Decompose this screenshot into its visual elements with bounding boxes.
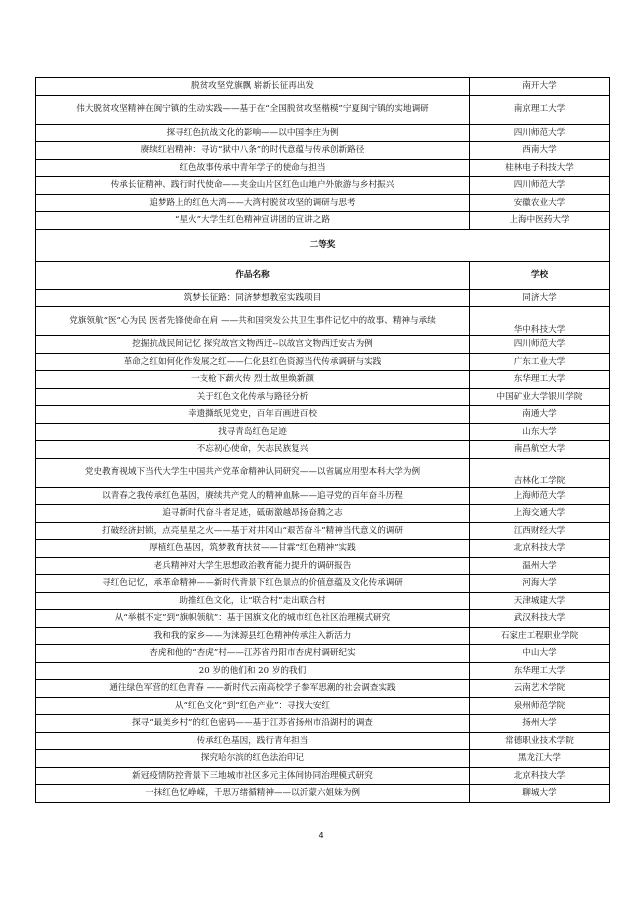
work-title: 杏虎和他的“杏虎”村——江苏省丹阳市杏虎村调研纪实 <box>36 645 470 663</box>
table-row <box>36 194 610 212</box>
table-row <box>36 142 610 160</box>
work-title: 我和我的家乡——为涞源县红色精神传承注入新活力 <box>36 627 470 645</box>
school-name: 泉州师范学院 <box>470 697 610 715</box>
table-row <box>36 732 610 750</box>
table-row <box>36 353 610 371</box>
school-name: 江西财经大学 <box>470 522 610 540</box>
work-title: 老兵精神对大学生思想政治教育能力提升的调研报告 <box>36 557 470 575</box>
column-header-school: 学校 <box>470 261 610 289</box>
work-title: 追寻新时代奋斗者足迹，砥砺激越昂扬奋腾之志 <box>36 505 470 523</box>
table-row <box>36 505 610 523</box>
work-title: 探寻“最美乡村”的红色密码——基于江苏省扬州市沿湖村的调查 <box>36 715 470 733</box>
school-name: 武汉科技大学 <box>470 610 610 628</box>
school-name: 上海交通大学 <box>470 505 610 523</box>
school-name: 四川师范大学 <box>470 336 610 354</box>
work-title: “星火”大学生红色精神宣讲团的宣讲之路 <box>36 212 470 230</box>
page-number: 4 <box>318 831 324 840</box>
table-row <box>36 715 610 733</box>
school-name: 南开大学 <box>470 78 610 96</box>
table-row <box>36 662 610 680</box>
school-name: 中国矿业大学银川学院 <box>470 388 610 406</box>
school-name: 华中科技大学 <box>470 307 610 336</box>
work-title: 传承红色基因，践行青年担当 <box>36 732 470 750</box>
school-name: 山东大学 <box>470 423 610 441</box>
table-row <box>36 487 610 505</box>
table-row <box>36 540 610 558</box>
work-title: 脱贫攻坚党旗飘 崭新长征再出发 <box>36 78 470 96</box>
column-header-work: 作品名称 <box>36 261 470 289</box>
work-title: 挖掘抗战民间记忆 探究故宫文物西迁--以故宫文物西迁安古为例 <box>36 336 470 354</box>
table-row <box>36 388 610 406</box>
school-name: 四川师范大学 <box>470 124 610 142</box>
work-title: 探究哈尔滨的红色法治印记 <box>36 750 470 768</box>
school-name: 上海师范大学 <box>470 487 610 505</box>
school-name: 温州大学 <box>470 557 610 575</box>
table-row <box>36 680 610 698</box>
work-title: 从“举棋不定”到“旗帜领航”：基于国旗文化的城市红色社区治理模式研究 <box>36 610 470 628</box>
table-row <box>36 767 610 785</box>
work-title: 党史教育视域下当代大学生中国共产党革命精神认同研究——以省属应用型本科大学为例 <box>36 458 470 487</box>
school-name: 东华理工大学 <box>470 371 610 389</box>
prize-heading-row <box>36 229 610 261</box>
table-row <box>36 177 610 195</box>
school-name: 安徽农业大学 <box>470 194 610 212</box>
school-name: 西南大学 <box>470 142 610 160</box>
table-row <box>36 592 610 610</box>
table-row <box>36 159 610 177</box>
work-title: 通往绿色军营的红色青春 ——新时代云南高校学子参军思潮的社会调查实践 <box>36 680 470 698</box>
school-name: 桂林电子科技大学 <box>470 159 610 177</box>
work-title: 厚植红色基因，筑梦教育扶贫——甘霖“红色精神”实践 <box>36 540 470 558</box>
school-name: 南京理工大学 <box>470 95 610 124</box>
table-row <box>36 95 610 124</box>
table-row <box>36 212 610 230</box>
school-name: 东华理工大学 <box>470 662 610 680</box>
school-name: 扬州大学 <box>470 715 610 733</box>
work-title: 打破经济封锁，点亮星星之火——基于对井冈山“艰苦奋斗”精神当代意义的调研 <box>36 522 470 540</box>
school-name: 天津城建大学 <box>470 592 610 610</box>
work-title: 不忘初心使命，矢志民族复兴 <box>36 441 470 459</box>
school-name: 吉林化工学院 <box>470 458 610 487</box>
work-title: 助推红色文化，让“联合村”走出联合村 <box>36 592 470 610</box>
school-name: 中山大学 <box>470 645 610 663</box>
work-title: 一抹红色忆峥嵘，千思万绪循精神——以沂蒙六姐妹为例 <box>36 785 470 803</box>
school-name: 上海中医药大学 <box>470 212 610 230</box>
work-title: 寻红色记忆，承革命精神——新时代背景下红色景点的价值意蕴及文化传承调研 <box>36 575 470 593</box>
work-title: 以青春之我传承红色基因，赓续共产党人的精神血脉——追寻党的百年奋斗历程 <box>36 487 470 505</box>
school-name: 河海大学 <box>470 575 610 593</box>
table-row <box>36 627 610 645</box>
work-title: 找寻青岛红色足迹 <box>36 423 470 441</box>
school-name: 北京科技大学 <box>470 540 610 558</box>
table-row <box>36 750 610 768</box>
work-title: 伟大脱贫攻坚精神在闽宁镇的生动实践——基于在“全国脱贫攻坚楷模”宁夏闽宁镇的实地调研 <box>36 95 470 124</box>
table-row <box>36 289 610 307</box>
table-header <box>36 261 610 289</box>
table-row <box>36 423 610 441</box>
table-row <box>36 575 610 593</box>
table-row <box>36 406 610 424</box>
table-row <box>36 458 610 487</box>
school-name: 石家庄工程职业学院 <box>470 627 610 645</box>
work-title: 关于红色文化传承与路径分析 <box>36 388 470 406</box>
table-row <box>36 610 610 628</box>
school-name: 常德职业技术学院 <box>470 732 610 750</box>
table-row <box>36 78 610 96</box>
work-title: 探寻红色抗战文化的影响——以中国李庄为例 <box>36 124 470 142</box>
work-title: 筑梦长征路：同济梦想教室实践项目 <box>36 289 470 307</box>
work-title: 革命之红如何化作发展之红——仁化县红色资源当代传承调研与实践 <box>36 353 470 371</box>
work-title: 从“红色文化”到“红色产业”：寻找大安红 <box>36 697 470 715</box>
table-row <box>36 441 610 459</box>
table-row <box>36 124 610 142</box>
first-prize-table <box>35 77 610 803</box>
work-title: 党旗领航“医”心为民 医者先锋使命在肩 ——共和国突发公共卫生事件记忆中的故事、精神与承续 <box>36 307 470 336</box>
table-row <box>36 336 610 354</box>
table-row <box>36 645 610 663</box>
school-name: 广东工业大学 <box>470 353 610 371</box>
work-title: 新冠疫情防控背景下三地城市社区多元主体间协同治理模式研究 <box>36 767 470 785</box>
table-row <box>36 307 610 336</box>
school-name: 云南艺术学院 <box>470 680 610 698</box>
table-row <box>36 697 610 715</box>
work-title: 赓续红岩精神：寻访“狱中八条”的时代意蕴与传承创新路径 <box>36 142 470 160</box>
table-row <box>36 557 610 575</box>
work-title: 红色故事传承中青年学子的使命与担当 <box>36 159 470 177</box>
school-name: 南昌航空大学 <box>470 441 610 459</box>
work-title: 追梦路上的红色大湾——大湾村脱贫攻坚的调研与思考 <box>36 194 470 212</box>
second-prize-title: 二等奖 <box>36 229 610 261</box>
school-name: 四川师范大学 <box>470 177 610 195</box>
school-name: 聊城大学 <box>470 785 610 803</box>
table-row <box>36 522 610 540</box>
school-name: 黑龙江大学 <box>470 750 610 768</box>
table-row <box>36 785 610 803</box>
work-title: 20 岁的他们和 20 岁的我们 <box>36 662 470 680</box>
work-title: 传承长征精神、践行时代使命——夹金山片区红色山地户外旅游与乡村振兴 <box>36 177 470 195</box>
work-title: 幸遗撕纸见党史，百年百画进百校 <box>36 406 470 424</box>
work-title: 一支枪下薪火传 烈士故里焕新颜 <box>36 371 470 389</box>
school-name: 北京科技大学 <box>470 767 610 785</box>
table-row <box>36 371 610 389</box>
school-name: 同济大学 <box>470 289 610 307</box>
school-name: 南通大学 <box>470 406 610 424</box>
